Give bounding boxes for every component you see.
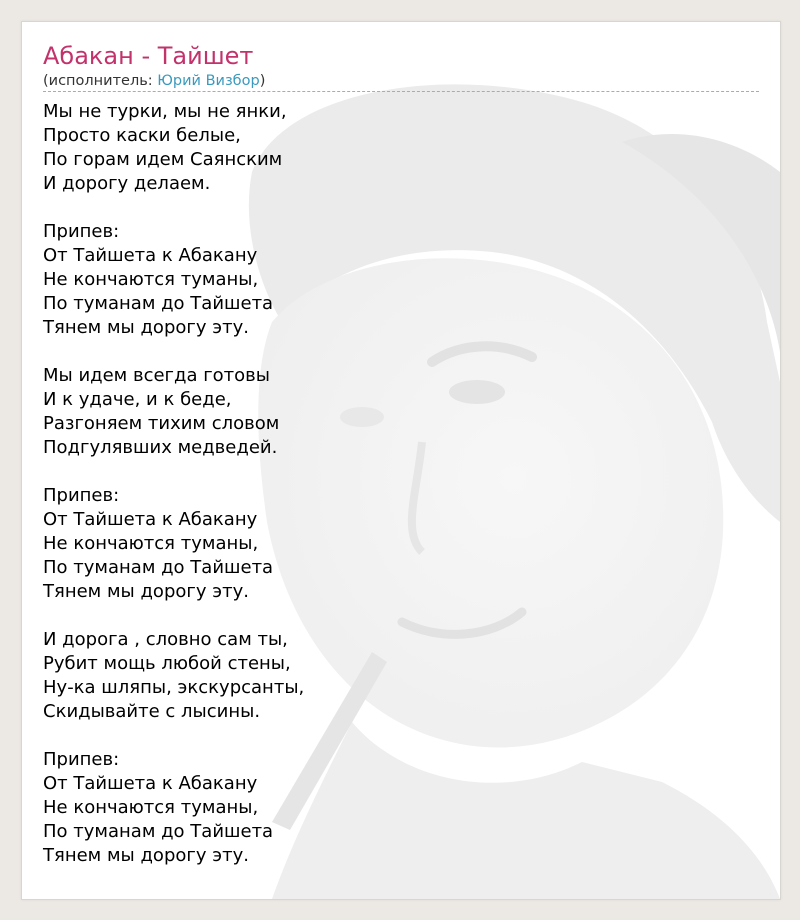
lyrics-card: [21, 21, 781, 900]
lyric-line: Припев:: [43, 221, 120, 242]
lyric-line: Ну-ка шляпы, экскурсанты,: [43, 677, 305, 698]
performer-suffix: ): [259, 73, 266, 89]
lyric-line: Тянем мы дорогу эту.: [43, 317, 249, 338]
lyric-line: И дорога , словно сам ты,: [43, 629, 288, 650]
lyric-line: Не кончаются туманы,: [43, 797, 259, 818]
lyric-line: По туманам до Тайшета: [43, 821, 274, 842]
song-content: [43, 40, 759, 868]
lyric-line: Припев:: [43, 749, 120, 770]
performer-line: [43, 72, 759, 92]
stanza-gap: [43, 604, 759, 628]
lyric-line: Тянем мы дорогу эту.: [43, 581, 249, 602]
lyric-line: Тянем мы дорогу эту.: [43, 845, 249, 866]
lyric-line: Разгоняем тихим словом: [43, 413, 280, 434]
performer-prefix: (исполнитель:: [43, 73, 158, 89]
lyric-line: Подгулявших медведей.: [43, 437, 278, 458]
lyric-line: И дорогу делаем.: [43, 173, 211, 194]
lyric-line: От Тайшета к Абакану: [43, 509, 258, 530]
lyric-line: Просто каски белые,: [43, 125, 241, 146]
stanza-gap: [43, 724, 759, 748]
lyric-line: По горам идем Саянским: [43, 149, 283, 170]
lyric-line: И к удаче, и к беде,: [43, 389, 232, 410]
lyric-line: Не кончаются туманы,: [43, 533, 259, 554]
stanza-gap: [43, 460, 759, 484]
lyric-line: Мы не турки, мы не янки,: [43, 101, 287, 122]
lyric-line: От Тайшета к Абакану: [43, 773, 258, 794]
lyric-line: По туманам до Тайшета: [43, 293, 274, 314]
lyric-line: Скидывайте с лысины.: [43, 701, 261, 722]
lyric-line: По туманам до Тайшета: [43, 557, 274, 578]
stanza-gap: [43, 340, 759, 364]
stanza-gap: [43, 196, 759, 220]
performer-link[interactable]: Юрий Визбор: [157, 73, 260, 89]
lyric-line: Мы идем всегда готовы: [43, 365, 271, 386]
lyrics-text: [43, 100, 759, 868]
lyric-line: Припев:: [43, 485, 120, 506]
lyric-line: От Тайшета к Абакану: [43, 245, 258, 266]
lyric-line: Не кончаются туманы,: [43, 269, 259, 290]
song-title: Абакан - Тайшет: [43, 42, 254, 70]
lyric-line: Рубит мощь любой стены,: [43, 653, 291, 674]
